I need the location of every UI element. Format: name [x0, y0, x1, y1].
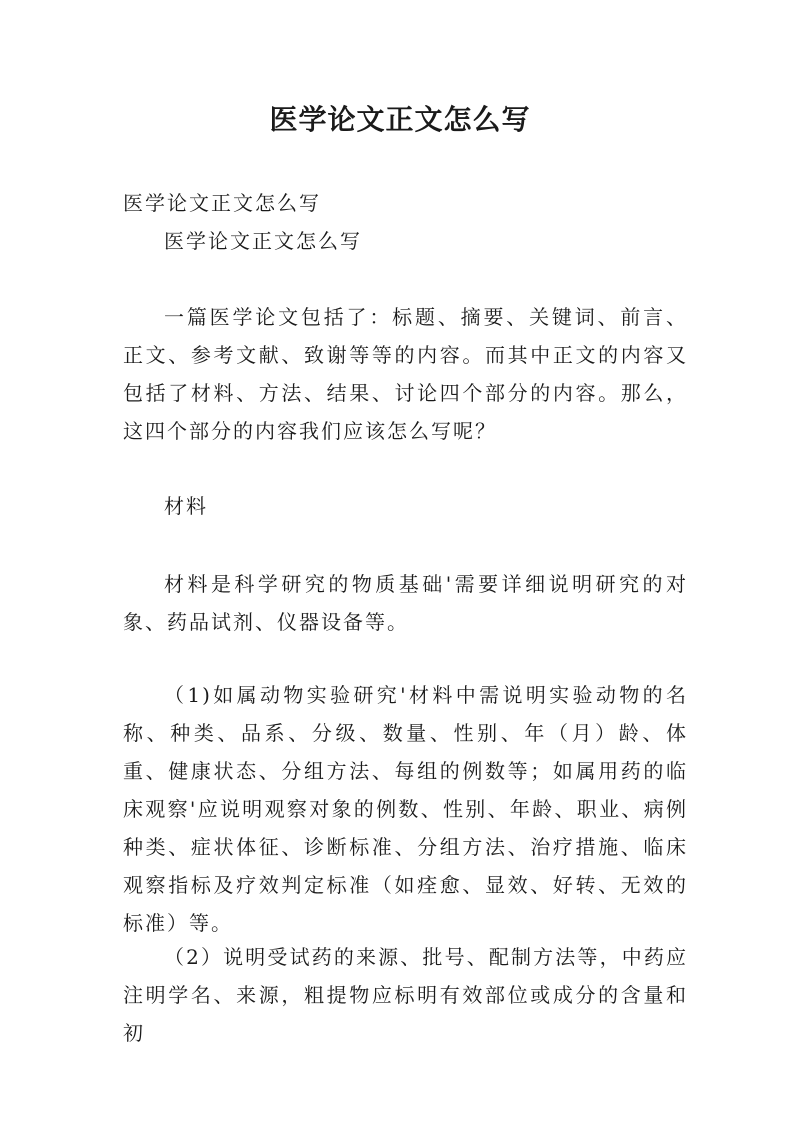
drug-source-paragraph: （2）说明受试药的来源、批号、配制方法等，中药应注明学名、来源，粗提物应标明有效部位或成分的含量和初: [123, 945, 688, 1045]
heading-line-indented: 医学论文正文怎么写: [164, 229, 362, 253]
heading-line: 医学论文正文怎么写: [123, 191, 321, 215]
materials-paragraph: 材料是科学研究的物质基础'需要详细说明研究的对象、药品试剂、仪器设备等。: [123, 572, 688, 634]
intro-paragraph: 一篇医学论文包括了：标题、摘要、关键词、前言、正文、参考文献、致谢等等的内容。而其中正文的内容又包括了材料、方法、结果、讨论四个部分的内容。那么，这四个部分的内容我们应该怎么写呢？: [123, 305, 688, 443]
animal-study-paragraph: （1)如属动物实验研究'材料中需说明实验动物的名称、种类、品系、分级、数量、性别、年（月）龄、体重、健康状态、分组方法、每组的例数等；如属用药的临床观察'应说明观察对象的例数、性别、年龄、职业、病例种类、症状体征、诊断标准、分组方法、治疗措施、临床观察指标及疗效判定标准（如痊愈、显效、好转、无效的标准）等。: [123, 683, 688, 935]
document-title: 医学论文正文怎么写: [269, 103, 531, 136]
section-heading-materials: 材料: [164, 494, 208, 518]
